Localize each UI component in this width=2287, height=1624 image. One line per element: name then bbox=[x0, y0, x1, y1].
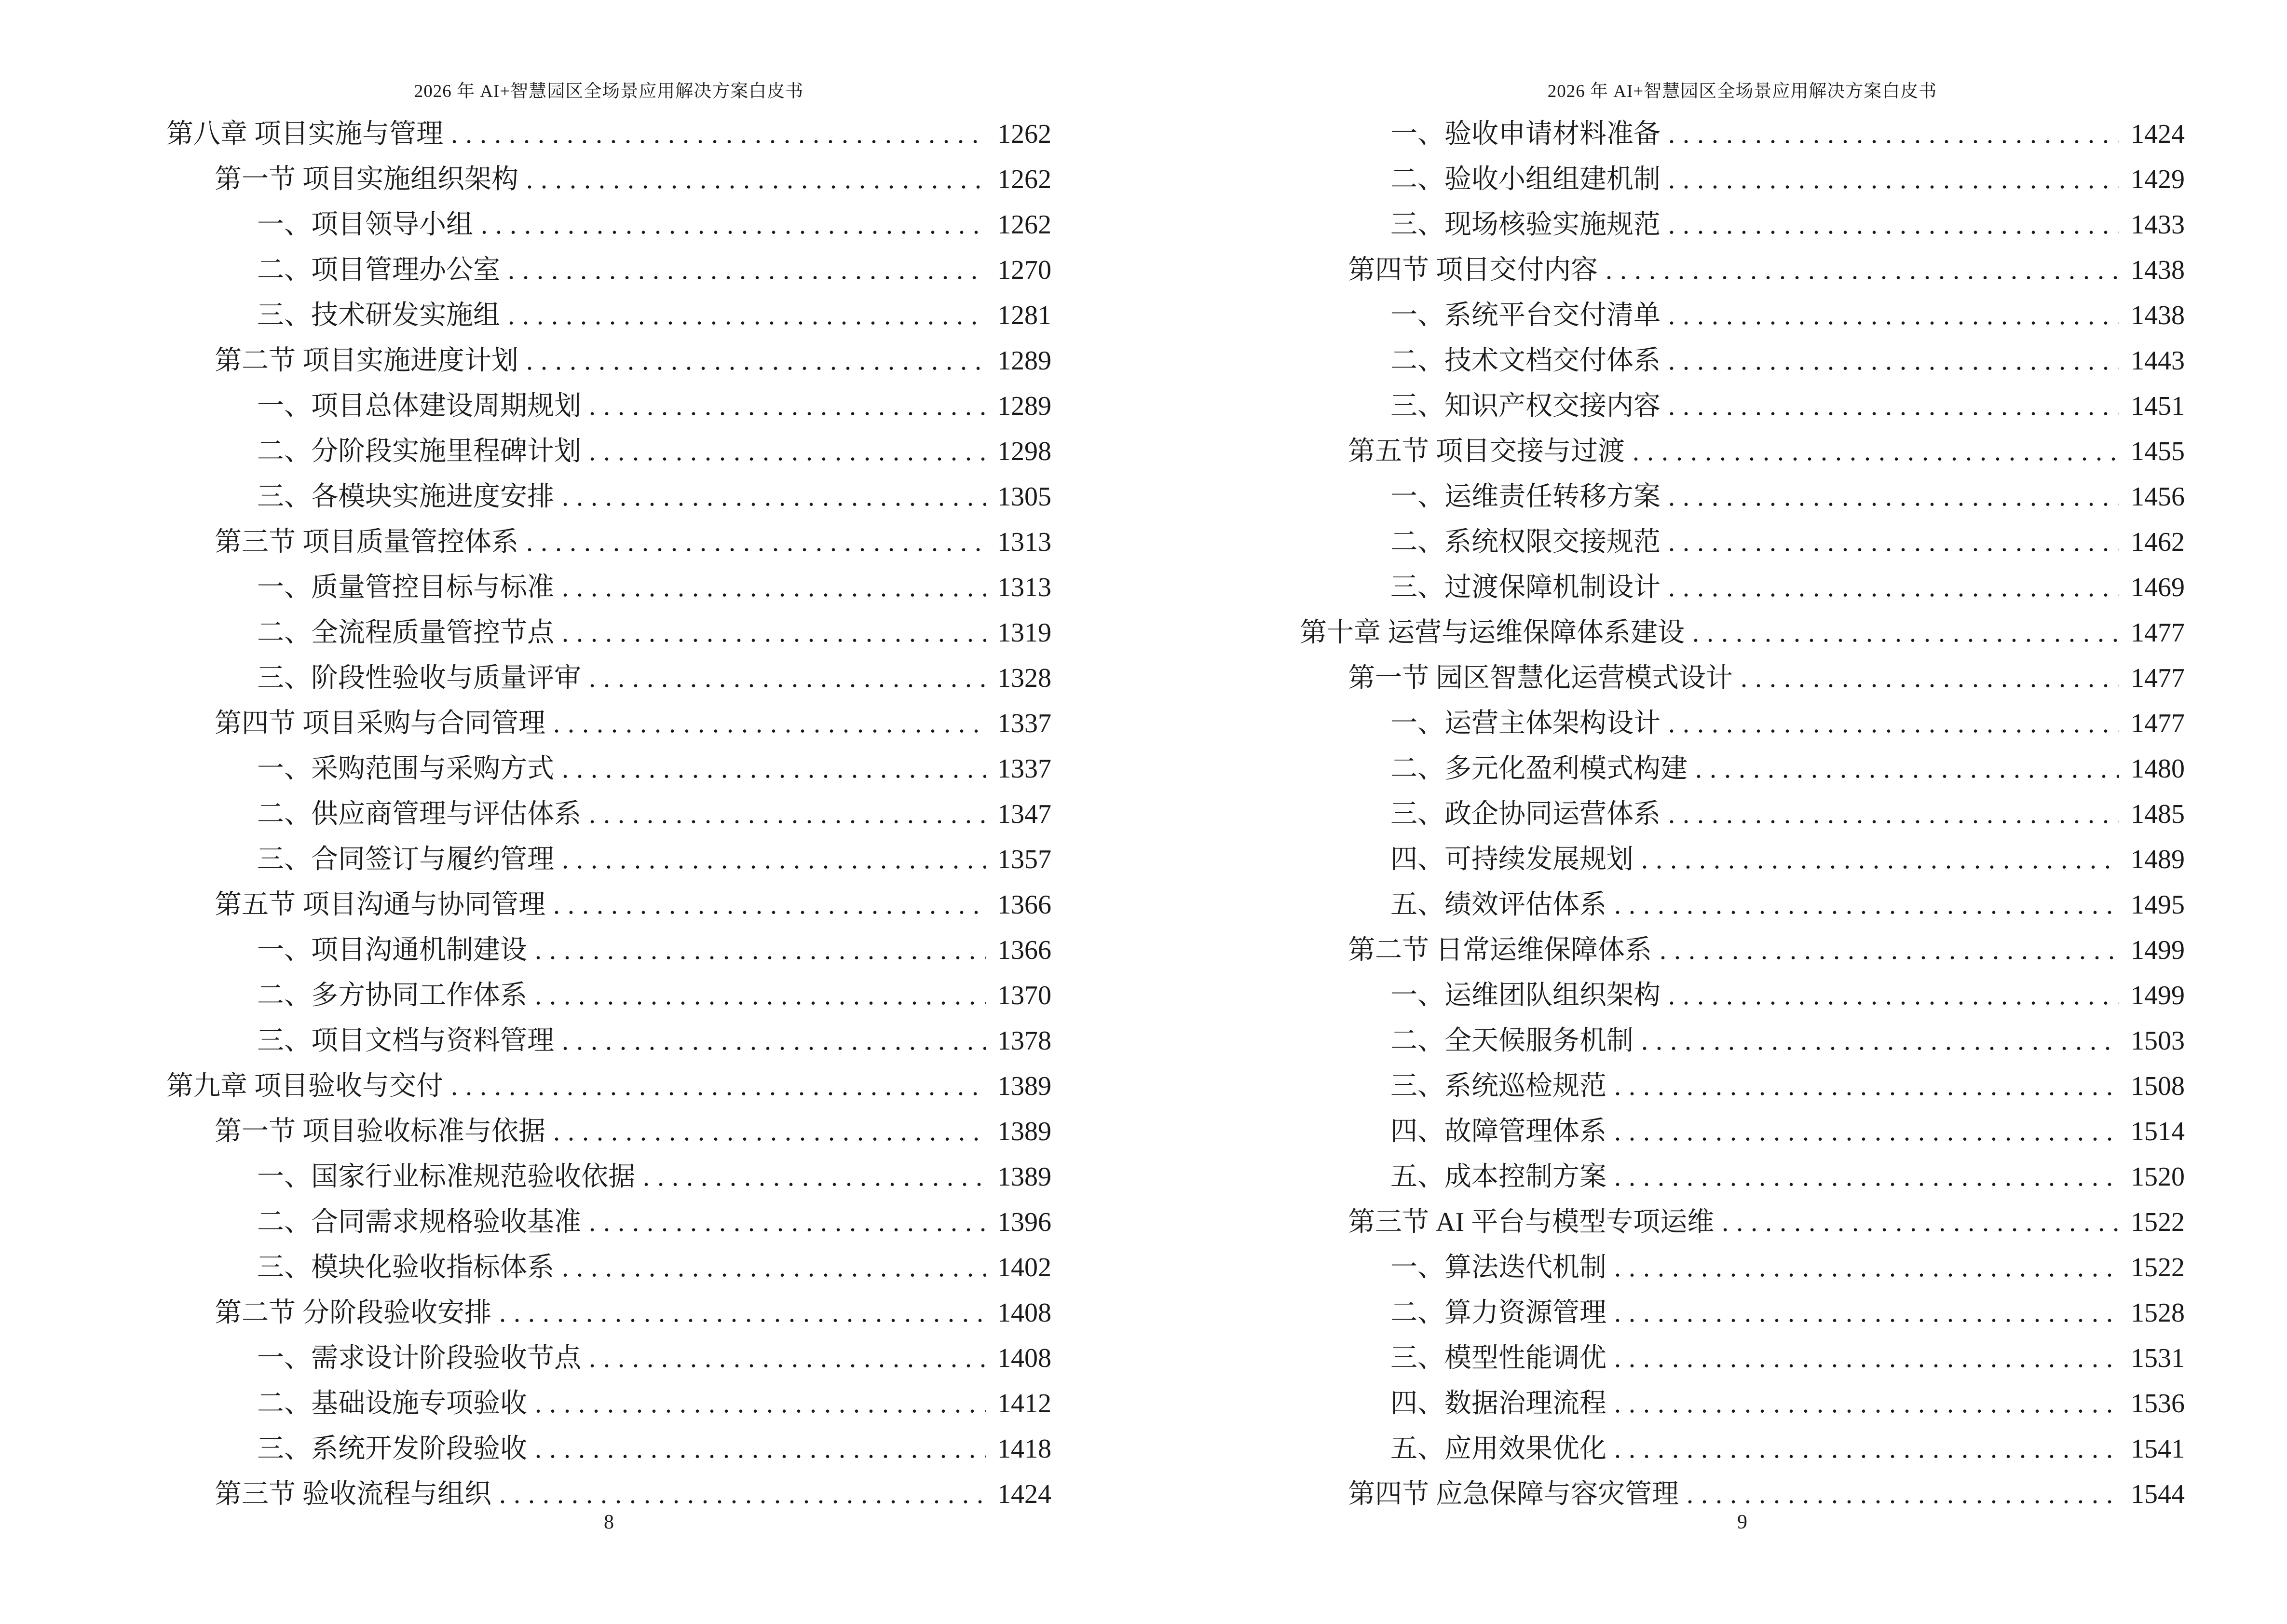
toc-leader-dots bbox=[1633, 429, 2119, 474]
page-number: 9 bbox=[1737, 1511, 1747, 1533]
toc-entry bbox=[166, 1336, 1051, 1381]
toc-entry bbox=[166, 1426, 1051, 1472]
toc-entry-pagenum: 1402 bbox=[997, 1253, 1051, 1283]
toc-entry bbox=[1300, 383, 2185, 429]
toc-leader-dots bbox=[1668, 701, 2119, 746]
toc-entry-pagenum: 1389 bbox=[997, 1071, 1051, 1101]
toc-entry-label: 一、系统平台交付清单 bbox=[1390, 300, 1661, 330]
toc-entry-pagenum: 1541 bbox=[2131, 1434, 2185, 1464]
toc-entry-label: 第二节 日常运维保障体系 bbox=[1348, 935, 1652, 965]
toc-leader-dots bbox=[1668, 293, 2119, 338]
toc-leader-dots bbox=[1614, 1336, 2119, 1381]
toc-entry bbox=[166, 1154, 1051, 1200]
toc-entry bbox=[1300, 247, 2185, 293]
toc-leader-dots bbox=[553, 1109, 986, 1154]
toc-leader-dots bbox=[508, 247, 986, 293]
toc-entry bbox=[166, 474, 1051, 519]
toc-entry bbox=[166, 1064, 1051, 1109]
toc-entry-label: 第五节 项目交接与过渡 bbox=[1348, 437, 1625, 466]
toc-entry bbox=[166, 519, 1051, 565]
page-header: 2026 年 AI+智慧园区全场景应用解决方案白皮书 bbox=[1547, 82, 1937, 101]
toc-leader-dots bbox=[451, 111, 986, 157]
toc-entry bbox=[166, 837, 1051, 882]
toc-entry bbox=[1300, 157, 2185, 202]
toc-leader-dots bbox=[562, 1018, 986, 1064]
toc-leader-dots bbox=[562, 746, 986, 792]
toc-entry-label: 三、技术研发实施组 bbox=[257, 300, 500, 330]
toc-entry-label: 二、算力资源管理 bbox=[1390, 1298, 1606, 1328]
toc-entry-pagenum: 1347 bbox=[997, 799, 1051, 829]
toc-entry bbox=[1300, 792, 2185, 837]
toc-entry-pagenum: 1485 bbox=[2131, 799, 2185, 829]
toc-leader-dots bbox=[1660, 928, 2119, 973]
toc-entry-pagenum: 1508 bbox=[2131, 1071, 2185, 1101]
toc-entry-label: 三、现场核验实施规范 bbox=[1390, 210, 1661, 240]
toc-leader-dots bbox=[508, 293, 986, 338]
toc-entry-label: 四、可持续发展规划 bbox=[1390, 845, 1634, 874]
toc-leader-dots bbox=[553, 882, 986, 928]
toc-entry bbox=[166, 610, 1051, 655]
toc-entry-pagenum: 1429 bbox=[2131, 164, 2185, 194]
toc-entry-label: 三、模型性能调优 bbox=[1390, 1343, 1606, 1373]
toc-entry bbox=[1300, 1109, 2185, 1154]
toc-leader-dots bbox=[562, 565, 986, 610]
toc-entry-label: 第八章 项目实施与管理 bbox=[166, 119, 443, 149]
toc-entry bbox=[166, 973, 1051, 1018]
toc-entry-label: 二、多方协同工作体系 bbox=[257, 981, 527, 1010]
toc-entry-pagenum: 1544 bbox=[2131, 1479, 2185, 1509]
toc-entry-pagenum: 1378 bbox=[997, 1026, 1051, 1056]
toc-entry-pagenum: 1480 bbox=[2131, 754, 2185, 784]
toc-entry-pagenum: 1536 bbox=[2131, 1389, 2185, 1419]
toc-entry-pagenum: 1531 bbox=[2131, 1343, 2185, 1373]
toc-entry bbox=[166, 429, 1051, 474]
toc-entry-label: 第三节 项目质量管控体系 bbox=[215, 527, 518, 557]
toc-entry-label: 二、分阶段实施里程碑计划 bbox=[257, 437, 581, 466]
toc-entry-label: 五、成本控制方案 bbox=[1390, 1162, 1606, 1192]
toc-entry-label: 三、模块化验收指标体系 bbox=[257, 1253, 554, 1283]
toc-entry-pagenum: 1389 bbox=[997, 1162, 1051, 1192]
toc-leader-dots bbox=[1692, 610, 2119, 655]
toc-entry-label: 第一节 园区智慧化运营模式设计 bbox=[1348, 663, 1733, 693]
toc-entries bbox=[166, 111, 1051, 1517]
toc-entry bbox=[166, 1109, 1051, 1154]
toc-entry bbox=[1300, 655, 2185, 701]
toc-entry-pagenum: 1298 bbox=[997, 437, 1051, 466]
toc-entry-pagenum: 1514 bbox=[2131, 1117, 2185, 1146]
toc-entry-pagenum: 1451 bbox=[2131, 391, 2185, 421]
toc-entry-label: 一、国家行业标准规范验收依据 bbox=[257, 1162, 635, 1192]
toc-entry-pagenum: 1370 bbox=[997, 981, 1051, 1010]
toc-entry-pagenum: 1522 bbox=[2131, 1207, 2185, 1237]
toc-leader-dots bbox=[1668, 111, 2119, 157]
toc-entry-label: 第三节 AI 平台与模型专项运维 bbox=[1348, 1207, 1715, 1237]
toc-leader-dots bbox=[589, 1200, 986, 1245]
toc-entry-label: 第一节 项目实施组织架构 bbox=[215, 164, 518, 194]
toc-entry-pagenum: 1389 bbox=[997, 1117, 1051, 1146]
toc-entry-label: 一、需求设计阶段验收节点 bbox=[257, 1343, 581, 1373]
toc-leader-dots bbox=[1614, 882, 2119, 928]
toc-entry-label: 三、各模块实施进度安排 bbox=[257, 482, 554, 512]
toc-entry-label: 二、多元化盈利模式构建 bbox=[1390, 754, 1688, 784]
toc-entry-label: 一、算法迭代机制 bbox=[1390, 1253, 1606, 1283]
toc-entry-pagenum: 1528 bbox=[2131, 1298, 2185, 1328]
toc-entry-pagenum: 1408 bbox=[997, 1298, 1051, 1328]
toc-entry-pagenum: 1477 bbox=[2131, 618, 2185, 648]
toc-entry bbox=[166, 1290, 1051, 1336]
toc-entry-pagenum: 1366 bbox=[997, 890, 1051, 920]
toc-entry-label: 五、应用效果优化 bbox=[1390, 1434, 1606, 1464]
toc-entry-label: 第二节 分阶段验收安排 bbox=[215, 1298, 491, 1328]
toc-entry-pagenum: 1503 bbox=[2131, 1026, 2185, 1056]
toc-entry-label: 四、故障管理体系 bbox=[1390, 1117, 1606, 1146]
toc-entry-pagenum: 1462 bbox=[2131, 527, 2185, 557]
toc-entry-pagenum: 1262 bbox=[997, 119, 1051, 149]
toc-entries bbox=[1300, 111, 2185, 1517]
toc-entry-label: 二、全流程质量管控节点 bbox=[257, 618, 554, 648]
toc-leader-dots bbox=[1668, 338, 2119, 383]
toc-entry-label: 一、运维团队组织架构 bbox=[1390, 981, 1661, 1010]
toc-entry-pagenum: 1337 bbox=[997, 709, 1051, 738]
toc-entry bbox=[1300, 202, 2185, 247]
toc-leader-dots bbox=[451, 1064, 986, 1109]
toc-entry-label: 一、质量管控目标与标准 bbox=[257, 573, 554, 602]
toc-entry bbox=[1300, 1245, 2185, 1290]
toc-entry bbox=[1300, 882, 2185, 928]
toc-entry-pagenum: 1396 bbox=[997, 1207, 1051, 1237]
toc-leader-dots bbox=[1668, 565, 2119, 610]
toc-entry-pagenum: 1424 bbox=[2131, 119, 2185, 149]
toc-entry-label: 三、合同签订与履约管理 bbox=[257, 845, 554, 874]
toc-entry-pagenum: 1456 bbox=[2131, 482, 2185, 512]
toc-entry-pagenum: 1270 bbox=[997, 255, 1051, 285]
toc-entry-label: 一、项目沟通机制建设 bbox=[257, 935, 527, 965]
toc-entry-pagenum: 1499 bbox=[2131, 935, 2185, 965]
toc-leader-dots bbox=[526, 519, 986, 565]
toc-entry bbox=[1300, 474, 2185, 519]
toc-leader-dots bbox=[1668, 383, 2119, 429]
toc-entry-label: 第二节 项目实施进度计划 bbox=[215, 346, 518, 376]
toc-entry bbox=[166, 882, 1051, 928]
toc-leader-dots bbox=[1606, 247, 2119, 293]
toc-leader-dots bbox=[1614, 1154, 2119, 1200]
toc-entry-pagenum: 1418 bbox=[997, 1434, 1051, 1464]
toc-entry bbox=[1300, 429, 2185, 474]
toc-leader-dots bbox=[1722, 1200, 2119, 1245]
toc-leader-dots bbox=[1614, 1064, 2119, 1109]
toc-entry bbox=[166, 247, 1051, 293]
toc-entry bbox=[166, 1200, 1051, 1245]
toc-entry-pagenum: 1522 bbox=[2131, 1253, 2185, 1283]
toc-entry-label: 二、全天候服务机制 bbox=[1390, 1026, 1634, 1056]
toc-entry-label: 第四节 项目采购与合同管理 bbox=[215, 709, 545, 738]
toc-entry-label: 第十章 运营与运维保障体系建设 bbox=[1300, 618, 1685, 648]
toc-leader-dots bbox=[535, 1426, 986, 1472]
toc-leader-dots bbox=[1614, 1381, 2119, 1426]
toc-entry bbox=[166, 111, 1051, 157]
toc-leader-dots bbox=[589, 383, 986, 429]
toc-entry bbox=[166, 202, 1051, 247]
toc-entry-label: 第五节 项目沟通与协同管理 bbox=[215, 890, 545, 920]
toc-entry bbox=[1300, 1290, 2185, 1336]
toc-entry-label: 二、系统权限交接规范 bbox=[1390, 527, 1661, 557]
toc-entry bbox=[166, 928, 1051, 973]
toc-leader-dots bbox=[1614, 1245, 2119, 1290]
toc-entry-label: 三、系统巡检规范 bbox=[1390, 1071, 1606, 1101]
toc-leader-dots bbox=[499, 1290, 986, 1336]
toc-entry bbox=[1300, 1018, 2185, 1064]
toc-leader-dots bbox=[1614, 1290, 2119, 1336]
toc-leader-dots bbox=[1641, 837, 2119, 882]
toc-entry bbox=[1300, 1381, 2185, 1426]
toc-entry bbox=[166, 293, 1051, 338]
toc-leader-dots bbox=[589, 792, 986, 837]
toc-leader-dots bbox=[562, 474, 986, 519]
toc-leader-dots bbox=[1668, 157, 2119, 202]
toc-entry-pagenum: 1455 bbox=[2131, 437, 2185, 466]
toc-leader-dots bbox=[535, 928, 986, 973]
toc-entry-pagenum: 1433 bbox=[2131, 210, 2185, 240]
toc-entry bbox=[166, 746, 1051, 792]
toc-entry bbox=[1300, 973, 2185, 1018]
toc-entry-label: 一、运营主体架构设计 bbox=[1390, 709, 1661, 738]
toc-entry-label: 一、项目总体建设周期规划 bbox=[257, 391, 581, 421]
toc-entry-pagenum: 1313 bbox=[997, 573, 1051, 602]
toc-entry-label: 三、项目文档与资料管理 bbox=[257, 1026, 554, 1056]
toc-leader-dots bbox=[526, 157, 986, 202]
toc-entry bbox=[166, 1245, 1051, 1290]
toc-entry bbox=[1300, 1336, 2185, 1381]
toc-entry-pagenum: 1424 bbox=[997, 1479, 1051, 1509]
toc-entry bbox=[1300, 338, 2185, 383]
toc-entry-label: 三、过渡保障机制设计 bbox=[1390, 573, 1661, 602]
toc-entry-label: 二、供应商管理与评估体系 bbox=[257, 799, 581, 829]
toc-leader-dots bbox=[589, 655, 986, 701]
toc-entry bbox=[1300, 111, 2185, 157]
toc-leader-dots bbox=[589, 1336, 986, 1381]
toc-entry-pagenum: 1495 bbox=[2131, 890, 2185, 920]
toc-entry bbox=[1300, 928, 2185, 973]
toc-leader-dots bbox=[1614, 1426, 2119, 1472]
toc-entry-label: 一、验收申请材料准备 bbox=[1390, 119, 1661, 149]
toc-entry bbox=[166, 792, 1051, 837]
toc-leader-dots bbox=[1741, 655, 2119, 701]
toc-leader-dots bbox=[1614, 1109, 2119, 1154]
toc-leader-dots bbox=[535, 973, 986, 1018]
toc-entry-pagenum: 1313 bbox=[997, 527, 1051, 557]
toc-entry-pagenum: 1412 bbox=[997, 1389, 1051, 1419]
toc-leader-dots bbox=[526, 338, 986, 383]
toc-entry-pagenum: 1281 bbox=[997, 300, 1051, 330]
toc-entry-label: 二、基础设施专项验收 bbox=[257, 1389, 527, 1419]
toc-entry-label: 一、采购范围与采购方式 bbox=[257, 754, 554, 784]
toc-entry bbox=[166, 655, 1051, 701]
toc-entry-label: 二、技术文档交付体系 bbox=[1390, 346, 1661, 376]
toc-entry-pagenum: 1319 bbox=[997, 618, 1051, 648]
toc-entry bbox=[1300, 837, 2185, 882]
toc-leader-dots bbox=[1668, 519, 2119, 565]
toc-leader-dots bbox=[1641, 1018, 2119, 1064]
toc-entry-pagenum: 1520 bbox=[2131, 1162, 2185, 1192]
toc-entry-pagenum: 1337 bbox=[997, 754, 1051, 784]
toc-leader-dots bbox=[589, 429, 986, 474]
toc-entry bbox=[1300, 1154, 2185, 1200]
toc-entry-label: 二、合同需求规格验收基准 bbox=[257, 1207, 581, 1237]
toc-entry-pagenum: 1366 bbox=[997, 935, 1051, 965]
toc-entry-label: 三、知识产权交接内容 bbox=[1390, 391, 1661, 421]
toc-entry-pagenum: 1289 bbox=[997, 346, 1051, 376]
toc-leader-dots bbox=[535, 1381, 986, 1426]
toc-entry bbox=[1300, 565, 2185, 610]
toc-leader-dots bbox=[643, 1154, 986, 1200]
toc-entry-pagenum: 1289 bbox=[997, 391, 1051, 421]
toc-entry bbox=[1300, 1064, 2185, 1109]
toc-entry bbox=[166, 383, 1051, 429]
toc-entry-label: 一、运维责任转移方案 bbox=[1390, 482, 1661, 512]
toc-leader-dots bbox=[553, 701, 986, 746]
toc-entry bbox=[166, 565, 1051, 610]
toc-leader-dots bbox=[1668, 202, 2119, 247]
toc-entry bbox=[1300, 293, 2185, 338]
toc-entry bbox=[1300, 746, 2185, 792]
toc-entry bbox=[1300, 610, 2185, 655]
toc-entry-label: 第四节 项目交付内容 bbox=[1348, 255, 1598, 285]
toc-leader-dots bbox=[1668, 973, 2119, 1018]
toc-entry-label: 二、项目管理办公室 bbox=[257, 255, 500, 285]
page-number: 8 bbox=[604, 1511, 614, 1533]
toc-entry-label: 第四节 应急保障与容灾管理 bbox=[1348, 1479, 1679, 1509]
toc-entry-pagenum: 1477 bbox=[2131, 709, 2185, 738]
toc-entry-label: 三、政企协同运营体系 bbox=[1390, 799, 1661, 829]
toc-entry-pagenum: 1357 bbox=[997, 845, 1051, 874]
toc-entry-pagenum: 1438 bbox=[2131, 255, 2185, 285]
toc-entry-pagenum: 1477 bbox=[2131, 663, 2185, 693]
toc-entry-label: 二、验收小组组建机制 bbox=[1390, 164, 1661, 194]
toc-entry-pagenum: 1262 bbox=[997, 210, 1051, 240]
toc-entry bbox=[166, 338, 1051, 383]
toc-entry-label: 一、项目领导小组 bbox=[257, 210, 473, 240]
toc-leader-dots bbox=[562, 837, 986, 882]
toc-entry bbox=[1300, 701, 2185, 746]
toc-entry-pagenum: 1438 bbox=[2131, 300, 2185, 330]
toc-entry bbox=[1300, 1426, 2185, 1472]
toc-leader-dots bbox=[1695, 746, 2119, 792]
toc-leader-dots bbox=[562, 610, 986, 655]
toc-entry-label: 第一节 项目验收标准与依据 bbox=[215, 1117, 545, 1146]
toc-entry-label: 五、绩效评估体系 bbox=[1390, 890, 1606, 920]
toc-leader-dots bbox=[481, 202, 986, 247]
toc-leader-dots bbox=[1668, 474, 2119, 519]
toc-entry-pagenum: 1499 bbox=[2131, 981, 2185, 1010]
toc-entry bbox=[166, 1018, 1051, 1064]
toc-entry bbox=[166, 1381, 1051, 1426]
toc-entry bbox=[166, 701, 1051, 746]
toc-entry-pagenum: 1328 bbox=[997, 663, 1051, 693]
toc-entry-pagenum: 1469 bbox=[2131, 573, 2185, 602]
toc-entry bbox=[1300, 1200, 2185, 1245]
toc-leader-dots bbox=[1668, 792, 2119, 837]
toc-entry-label: 第九章 项目验收与交付 bbox=[166, 1071, 443, 1101]
toc-entry-label: 三、系统开发阶段验收 bbox=[257, 1434, 527, 1464]
toc-entry-pagenum: 1262 bbox=[997, 164, 1051, 194]
page-header: 2026 年 AI+智慧园区全场景应用解决方案白皮书 bbox=[414, 82, 804, 101]
toc-entry-pagenum: 1305 bbox=[997, 482, 1051, 512]
toc-entry-label: 三、阶段性验收与质量评审 bbox=[257, 663, 581, 693]
toc-entry-pagenum: 1408 bbox=[997, 1343, 1051, 1373]
toc-entry-pagenum: 1489 bbox=[2131, 845, 2185, 874]
toc-entry bbox=[166, 157, 1051, 202]
toc-entry-label: 四、数据治理流程 bbox=[1390, 1389, 1606, 1419]
toc-leader-dots bbox=[562, 1245, 986, 1290]
toc-entry-pagenum: 1443 bbox=[2131, 346, 2185, 376]
toc-entry bbox=[1300, 519, 2185, 565]
toc-page-right bbox=[1144, 0, 2287, 1624]
toc-entry-label: 第三节 验收流程与组织 bbox=[215, 1479, 491, 1509]
